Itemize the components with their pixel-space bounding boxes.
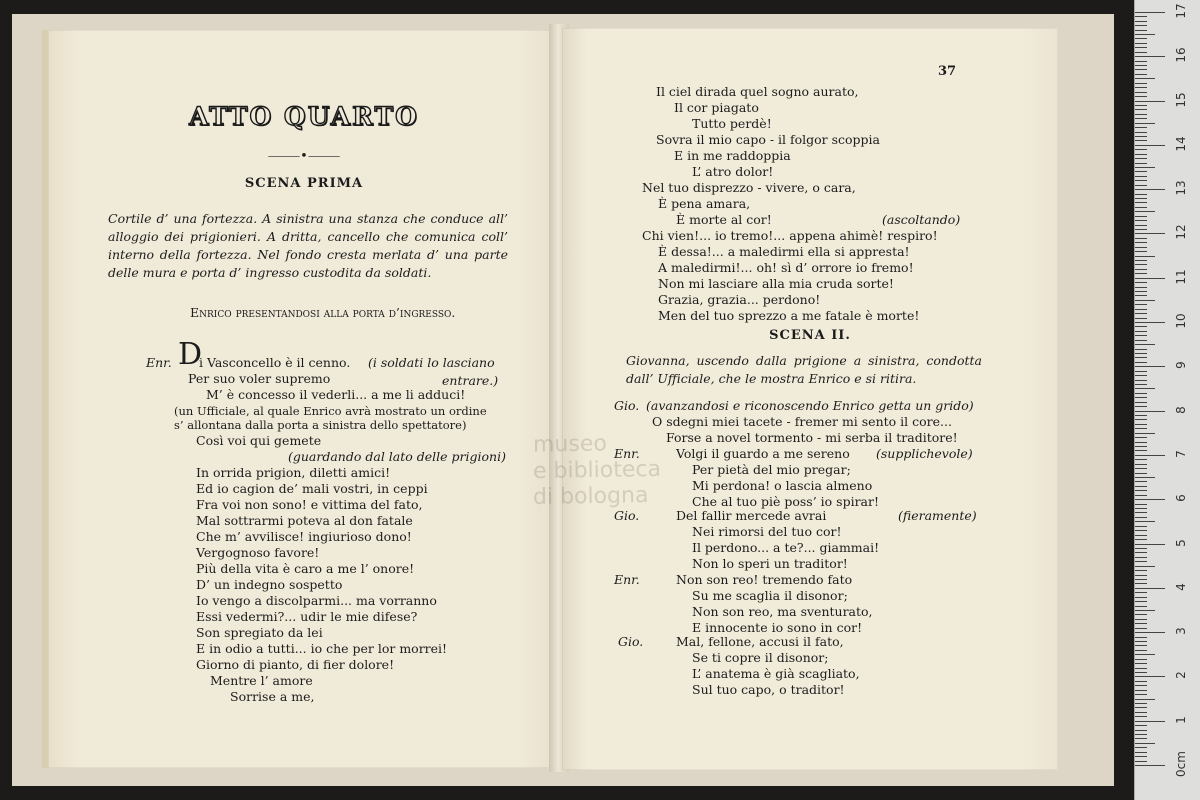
verse-line: i Vasconcello è il cenno. — [199, 355, 351, 370]
verse-line: Sorrise a me, — [230, 689, 315, 704]
ruler-tick — [1135, 233, 1165, 234]
ruler-tick — [1135, 304, 1147, 305]
ruler-tick — [1135, 69, 1147, 70]
ruler-tick — [1135, 544, 1165, 545]
ruler-tick — [1135, 96, 1147, 97]
verse-line: Io vengo a discolparmi... ma vorranno — [196, 593, 437, 608]
verse-line: Per pietà del mio pregar; — [692, 462, 851, 477]
ruler-tick — [1135, 721, 1165, 722]
ruler-tick — [1135, 477, 1155, 478]
ruler-tick — [1135, 747, 1147, 748]
ruler-number: 13 — [1174, 180, 1188, 196]
verse-line: E in odio a tutti... io che per lor morrei! — [196, 641, 448, 656]
ruler-tick — [1135, 295, 1147, 296]
ruler-tick — [1135, 446, 1147, 447]
ruler-tick — [1135, 668, 1147, 669]
ruler-number: 16 — [1174, 47, 1188, 63]
ruler-tick — [1135, 47, 1147, 48]
ruler-tick — [1135, 92, 1147, 93]
ruler-tick — [1135, 136, 1147, 137]
ruler-tick — [1135, 654, 1155, 655]
verse-line: Grazia, grazia... perdono! — [658, 292, 821, 307]
verse-line: Nel tuo disprezzo - vivere, o cara, — [642, 180, 856, 195]
ruler-tick — [1135, 716, 1147, 717]
ruler-tick — [1135, 198, 1147, 199]
verse-line: Nei rimorsi del tuo cor! — [692, 524, 842, 539]
stage-aside: (guardando dal lato delle prigioni) — [288, 449, 506, 464]
ruler-tick — [1135, 132, 1147, 133]
stage-aside: (i soldati lo lasciano — [368, 355, 495, 370]
ruler-tick — [1135, 83, 1147, 84]
ruler-tick — [1135, 344, 1155, 345]
ruler-tick — [1135, 238, 1147, 239]
verse-line: Su me scaglia il disonor; — [692, 588, 848, 603]
ruler-number: 11 — [1174, 269, 1188, 285]
verse-line: Del fallir mercede avrai — [676, 508, 827, 523]
ruler-tick — [1135, 216, 1147, 217]
ruler-tick — [1135, 158, 1147, 159]
ruler-tick — [1135, 486, 1147, 487]
stage-aside: (avanzandosi e riconoscendo Enrico getta un grido) — [646, 398, 974, 413]
ruler-tick — [1135, 211, 1155, 212]
ruler-tick — [1135, 260, 1147, 261]
ruler-tick — [1135, 30, 1147, 31]
ruler-tick — [1135, 278, 1165, 279]
ruler-tick — [1135, 645, 1147, 646]
ruler-tick — [1135, 127, 1147, 128]
ruler-tick — [1135, 180, 1147, 181]
verse-line: O sdegni miei tacete - fremer mi sento il core... — [652, 414, 952, 429]
ruler-tick — [1135, 663, 1147, 664]
scene-two-stage-direction — [626, 352, 982, 388]
ruler-number: 15 — [1174, 91, 1188, 108]
speaker-label: Enr. — [146, 355, 172, 370]
ruler-tick — [1135, 588, 1165, 589]
ruler-tick — [1135, 114, 1147, 115]
ruler-number: 14 — [1174, 136, 1188, 152]
ruler-tick — [1135, 725, 1147, 726]
ruler-tick — [1135, 504, 1147, 505]
ruler-tick — [1135, 167, 1155, 168]
verse-line: Sovra il mio capo - il folgor scoppia — [656, 132, 881, 147]
verse-line: E innocente io sono in cor! — [692, 620, 863, 635]
entrance-direction: Enrico presentandosi alla porta d’ingresso. — [190, 305, 456, 320]
ruler-tick — [1135, 703, 1147, 704]
speaker-label: Gio. — [614, 508, 640, 523]
ruler-tick — [1135, 118, 1147, 119]
ruler-tick — [1135, 34, 1155, 35]
ruler-tick — [1135, 730, 1147, 731]
ruler-tick — [1135, 552, 1147, 553]
verse-line: Forse a novel tormento - mi serba il traditore! — [666, 430, 958, 445]
ruler-tick — [1135, 154, 1147, 155]
page-number: 37 — [938, 64, 957, 79]
ruler-tick — [1135, 681, 1147, 682]
verse-line: Fra voi non sono! e vittima del fato, — [196, 497, 423, 512]
stage-aside: entrare.) — [442, 373, 499, 388]
ruler-tick — [1135, 579, 1147, 580]
ruler-tick — [1135, 123, 1155, 124]
ruler-tick — [1135, 601, 1147, 602]
ruler-tick — [1135, 738, 1147, 739]
ruler-tick — [1135, 752, 1147, 753]
verse-line: Che al tuo piè poss’ io spirar! — [692, 494, 879, 509]
ruler-tick — [1135, 202, 1147, 203]
scene-one-heading: SCENA PRIMA — [244, 176, 364, 191]
ruler-tick — [1135, 442, 1147, 443]
ruler-tick — [1135, 176, 1147, 177]
ruler-tick — [1135, 699, 1155, 700]
stage-aside: (ascoltando) — [882, 212, 961, 227]
stage-aside: (supplichevole) — [876, 446, 973, 461]
ruler-tick — [1135, 371, 1147, 372]
ruler-tick — [1135, 273, 1147, 274]
ruler-tick — [1135, 242, 1147, 243]
ruler-tick — [1135, 606, 1147, 607]
verse-line: Chi vien!... io tremo!... appena ahimè! respiro! — [642, 228, 938, 243]
stage-aside: (fieramente) — [898, 508, 977, 523]
act-title: ATTO QUARTO — [189, 102, 419, 131]
ruler-tick — [1135, 508, 1147, 509]
verse-line: Vergognoso favore! — [196, 545, 320, 560]
ruler-tick — [1135, 61, 1147, 62]
verse-line: È morte al cor! — [676, 212, 772, 227]
ruler-tick — [1135, 473, 1147, 474]
ruler-tick — [1135, 140, 1147, 141]
verse-line: Non lo speri un traditor! — [692, 556, 848, 571]
verse-line: D’ un indegno sospetto — [196, 577, 343, 592]
ruler-tick — [1135, 309, 1147, 310]
ruler-tick — [1135, 464, 1147, 465]
drop-cap: D — [178, 337, 203, 372]
ruler-tick — [1135, 614, 1147, 615]
ruler-number: 1 — [1174, 715, 1188, 724]
ruler-tick — [1135, 570, 1147, 571]
ruler-tick — [1135, 52, 1147, 53]
left-page — [42, 30, 560, 768]
ruler-tick — [1135, 318, 1147, 319]
ruler-tick — [1135, 495, 1147, 496]
ruler-tick — [1135, 437, 1147, 438]
ruler-tick — [1135, 450, 1147, 451]
ruler-tick — [1135, 171, 1147, 172]
ruler-tick — [1135, 87, 1147, 88]
ruler-tick — [1135, 690, 1147, 691]
ruler-tick — [1135, 56, 1165, 57]
ruler-tick — [1135, 366, 1165, 367]
ruler-tick — [1135, 743, 1155, 744]
verse-line: Volgi il guardo a me sereno — [676, 446, 850, 461]
ruler-tick — [1135, 535, 1147, 536]
stage-direction-line: (un Ufficiale, al quale Enrico avrà mostrato un ordine — [174, 404, 487, 418]
ruler-tick — [1135, 220, 1147, 221]
verse-line: Mentre l’ amore — [210, 673, 313, 688]
ruler-tick — [1135, 229, 1147, 230]
ruler-tick — [1135, 397, 1147, 398]
verse-line: Non son reo! tremendo fato — [676, 572, 853, 587]
speaker-label: Gio. — [618, 634, 644, 649]
ruler-tick — [1135, 530, 1147, 531]
ruler-tick — [1135, 756, 1147, 757]
ruler-number: 12 — [1174, 224, 1188, 241]
verse-line: L’ anatema è già scagliato, — [692, 666, 860, 681]
ruler-tick — [1135, 313, 1147, 314]
ruler-number: 5 — [1174, 538, 1188, 547]
ruler-tick — [1135, 712, 1147, 713]
ruler-tick — [1135, 185, 1147, 186]
ruler-tick — [1135, 548, 1147, 549]
ruler-tick — [1135, 353, 1147, 354]
ruler-tick — [1135, 557, 1147, 558]
ruler-tick — [1135, 628, 1147, 629]
verse-line: Per suo voler supremo — [188, 371, 331, 386]
ruler-tick — [1135, 415, 1147, 416]
ruler-tick — [1135, 685, 1147, 686]
verse-line: Non mi lasciare alla mia cruda sorte! — [658, 276, 894, 291]
ruler-tick — [1135, 499, 1165, 500]
ruler-tick — [1135, 16, 1147, 17]
ruler-tick — [1135, 74, 1147, 75]
ruler-tick — [1135, 225, 1147, 226]
speaker-label: Enr. — [614, 572, 640, 587]
ruler-tick — [1135, 43, 1147, 44]
ruler-tick — [1135, 521, 1155, 522]
verse-line: Mal sottrarmi poteva al don fatale — [196, 513, 413, 528]
ruler-tick — [1135, 105, 1147, 106]
scene-two-direction-text: Giovanna, uscendo dalla prigione a sinistra, condotta dall’ Ufficiale, che le mostra Enrico e si ritira. — [626, 353, 982, 386]
verse-line: Ed io cagion de’ mali vostri, in ceppi — [196, 481, 428, 496]
ruler-tick — [1135, 380, 1147, 381]
ruler-number: 8 — [1174, 405, 1188, 414]
title-ornament: ⸻•⸻ — [267, 149, 341, 164]
ruler-tick — [1135, 428, 1147, 429]
ruler-tick — [1135, 433, 1155, 434]
verse-line: Giorno di pianto, di fier dolore! — [196, 657, 395, 672]
ruler-tick — [1135, 597, 1147, 598]
speaker-label: Gio. — [614, 398, 640, 413]
ruler-tick — [1135, 335, 1147, 336]
ruler-tick — [1135, 676, 1165, 677]
verse-line: Mal, fellone, accusi il fato, — [676, 634, 844, 649]
ruler-tick — [1135, 561, 1147, 562]
scene-one-stage-direction: Cortile d’ una fortezza. A sinistra una stanza che conduce all’ alloggio dei prigionieri. A dritta, cancello che comunica coll’ interno della fortezza. Nel fondo cresta merlata d’ una parte delle mura e porta d’ ingresso custodita da soldati. — [108, 211, 508, 280]
ruler-tick — [1135, 194, 1147, 195]
ruler-tick — [1135, 707, 1147, 708]
ruler-tick — [1135, 526, 1147, 527]
ruler-tick — [1135, 163, 1147, 164]
ruler-tick — [1135, 12, 1165, 13]
ruler-tick — [1135, 734, 1147, 735]
verse-line: A maledirmi!... oh! sì d’ orrore io fremo! — [658, 260, 914, 275]
ruler-tick — [1135, 384, 1147, 385]
ruler-tick — [1135, 575, 1147, 576]
ruler-tick — [1135, 637, 1147, 638]
ruler-number: 3 — [1174, 627, 1188, 635]
ruler-tick — [1135, 357, 1147, 358]
ruler-tick — [1135, 109, 1147, 110]
measuring-ruler — [1134, 0, 1200, 800]
verse-line: E in me raddoppia — [674, 148, 791, 163]
ruler-tick — [1135, 322, 1165, 323]
verse-line: In orrida prigion, diletti amici! — [196, 465, 391, 480]
ruler-tick — [1135, 189, 1165, 190]
ruler-tick — [1135, 349, 1147, 350]
verse-line: L’ atro dolor! — [692, 164, 774, 179]
ruler-tick — [1135, 251, 1147, 252]
ruler-tick — [1135, 610, 1155, 611]
ruler-tick — [1135, 419, 1147, 420]
ruler-tick — [1135, 326, 1147, 327]
ruler-tick — [1135, 583, 1147, 584]
ruler-tick — [1135, 402, 1147, 403]
ruler-tick — [1135, 101, 1165, 102]
watermark-line: di bologna — [532, 482, 649, 511]
ruler-tick — [1135, 411, 1165, 412]
stage-direction-line: s’ allontana dalla porta a sinistra dello spettatore) — [174, 418, 467, 432]
ruler-number: 0cm — [1174, 751, 1188, 777]
ruler-tick — [1135, 455, 1165, 456]
ruler-tick — [1135, 694, 1147, 695]
ruler-tick — [1135, 362, 1147, 363]
ruler-tick — [1135, 247, 1147, 248]
ruler-tick — [1135, 388, 1155, 389]
ruler-number: 9 — [1174, 361, 1188, 370]
verse-line: Men del tuo sprezzo a me fatale è morte! — [658, 308, 920, 323]
ruler-tick — [1135, 539, 1147, 540]
ruler-tick — [1135, 331, 1147, 332]
ruler-tick — [1135, 78, 1155, 79]
ruler-tick — [1135, 287, 1147, 288]
ruler-number: 4 — [1174, 582, 1188, 591]
verse-line: Tutto perdè! — [692, 116, 772, 131]
ruler-number: 17 — [1174, 3, 1188, 19]
ruler-tick — [1135, 481, 1147, 482]
ruler-tick — [1135, 291, 1147, 292]
ruler-tick — [1135, 406, 1147, 407]
ruler-tick — [1135, 25, 1147, 26]
verse-line: Che m’ avvilisce! ingiurioso dono! — [196, 529, 412, 544]
right-page — [562, 28, 1058, 770]
ruler-tick — [1135, 21, 1147, 22]
verse-line: Il perdono... a te?... giammai! — [692, 540, 880, 555]
ruler-tick — [1135, 424, 1147, 425]
ruler-tick — [1135, 623, 1147, 624]
verse-line: È pena amara, — [658, 196, 751, 211]
ruler-tick — [1135, 375, 1147, 376]
ruler-tick — [1135, 149, 1147, 150]
ruler-tick — [1135, 256, 1155, 257]
ruler-number: 10 — [1174, 313, 1188, 329]
verse-line: Il cor piagato — [674, 100, 759, 115]
ruler-tick — [1135, 269, 1147, 270]
ruler-tick — [1135, 207, 1147, 208]
ruler-tick — [1135, 145, 1165, 146]
verse-line: Essi vedermi?... udir le mie difese? — [196, 609, 418, 624]
verse-line: Sul tuo capo, o traditor! — [692, 682, 845, 697]
verse-line: Non son reo, ma sventurato, — [692, 604, 873, 619]
ruler-tick — [1135, 468, 1147, 469]
ruler-tick — [1135, 282, 1147, 283]
watermark-line: e biblioteca — [532, 456, 662, 485]
ruler-number: 7 — [1174, 450, 1188, 458]
ruler-tick — [1135, 566, 1155, 567]
ruler-number: 2 — [1174, 671, 1188, 680]
verse-line: È dessa!... a maledirmi ella si appresta! — [658, 244, 910, 259]
verse-line: Così voi qui gemete — [196, 433, 322, 448]
ruler-tick — [1135, 340, 1147, 341]
scene-two-heading: SCENA II. — [769, 328, 851, 343]
ruler-number: 6 — [1174, 494, 1188, 503]
verse-line: Il ciel dirada quel sogno aurato, — [656, 84, 859, 99]
verse-line: Se ti copre il disonor; — [692, 650, 829, 665]
ruler-tick — [1135, 619, 1147, 620]
verse-line: Son spregiato da lei — [196, 625, 323, 640]
ruler-tick — [1135, 65, 1147, 66]
ruler-tick — [1135, 632, 1165, 633]
ruler-tick — [1135, 517, 1147, 518]
ruler-tick — [1135, 459, 1147, 460]
ruler-tick — [1135, 300, 1155, 301]
ruler-tick — [1135, 264, 1147, 265]
watermark-line: museo — [532, 431, 608, 458]
verse-line: Più della vita è caro a me l’ onore! — [196, 561, 415, 576]
speaker-label: Enr. — [614, 446, 640, 461]
ruler-tick — [1135, 761, 1147, 762]
ruler-tick — [1135, 659, 1147, 660]
ruler-tick — [1135, 490, 1147, 491]
verse-line: M’ è concesso il vederli... a me li adduci! — [206, 387, 466, 402]
ruler-tick — [1135, 592, 1147, 593]
ruler-tick — [1135, 38, 1147, 39]
ruler-tick — [1135, 765, 1165, 766]
verse-line: Mi perdona! o lascia almeno — [692, 478, 873, 493]
ruler-tick — [1135, 512, 1147, 513]
ruler-tick — [1135, 641, 1147, 642]
ruler-tick — [1135, 393, 1147, 394]
ruler-tick — [1135, 650, 1147, 651]
ruler-tick — [1135, 672, 1147, 673]
